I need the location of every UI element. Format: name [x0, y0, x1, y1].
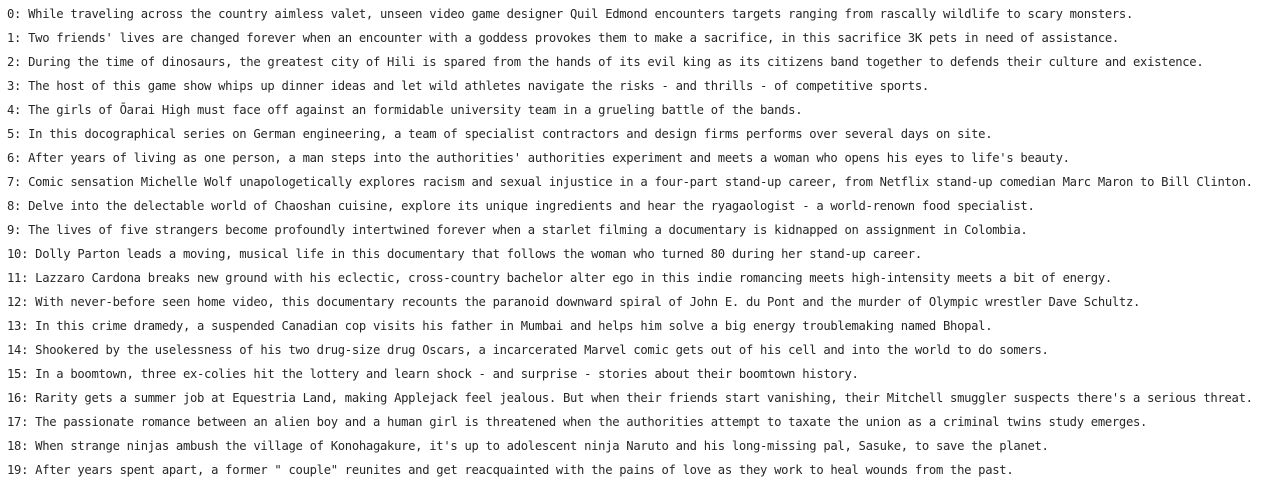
output-line-7: 7: Comic sensation Michelle Wolf unapologetically explores racism and sexual injustice in a four-part stand-up career, from Netflix stand-up comedian Marc Maron to Bill Clinton. — [7, 175, 1253, 189]
output-line-4: 4: The girls of Ōarai High must face off against an formidable university team in a grueling battle of the bands. — [7, 103, 803, 117]
output-line-5: 5: In this docographical series on German engineering, a team of specialist contractors and design firms performs over several days on site. — [7, 127, 993, 141]
output-line-10: 10: Dolly Parton leads a moving, musical life in this documentary that follows the woman who turned 80 during her stand-up career. — [7, 247, 922, 261]
output-line-15: 15: In a boomtown, three ex-colies hit the lottery and learn shock - and surprise - stories about their boomtown history. — [7, 367, 859, 381]
output-line-3: 3: The host of this game show whips up dinner ideas and let wild athletes navigate the risks - and thrills - of competitive sports. — [7, 79, 929, 93]
output-line-9: 9: The lives of five strangers become profoundly intertwined forever when a starlet filming a documentary is kidnapped on assignment in Colombia. — [7, 223, 1028, 237]
output-line-12: 12: With never-before seen home video, this documentary recounts the paranoid downward spiral of John E. du Pont and the murder of Olympic wrestler Dave Schultz. — [7, 295, 1141, 309]
output-line-6: 6: After years of living as one person, a man steps into the authorities' authorities experiment and meets a woman who opens his eyes to life's beauty. — [7, 151, 1070, 165]
output-line-13: 13: In this crime dramedy, a suspended Canadian cop visits his father in Mumbai and helps him solve a big energy troublemaking named Bhopal. — [7, 319, 993, 333]
output-line-19: 19: After years spent apart, a former " couple" reunites and get reacquainted with the pains of love as they work to heal wounds from the past. — [7, 463, 1014, 477]
output-line-0: 0: While traveling across the country aimless valet, unseen video game designer Quil Edmond encounters targets ranging from rascally wildlife to scary monsters. — [7, 7, 1134, 21]
output-line-1: 1: Two friends' lives are changed forever when an encounter with a goddess provokes them to make a sacrifice, in this sacrifice 3K pets in need of assistance. — [7, 31, 1119, 45]
output-line-16: 16: Rarity gets a summer job at Equestria Land, making Applejack feel jealous. But when their friends start vanishing, their Mitchell smuggler suspects there's a serious threat. — [7, 391, 1253, 405]
output-line-14: 14: Shookered by the uselessness of his two drug-size drug Oscars, a incarcerated Marvel comic gets out of his cell and into the world to do somers. — [7, 343, 1049, 357]
output-line-8: 8: Delve into the delectable world of Chaoshan cuisine, explore its unique ingredients and hear the ryagaologist - a world-renown food specialist. — [7, 199, 1035, 213]
output-line-2: 2: During the time of dinosaurs, the greatest city of Hili is spared from the hands of its evil king as its citizens band together to defends their culture and existence. — [7, 55, 1204, 69]
output-line-11: 11: Lazzaro Cardona breaks new ground with his eclectic, cross-country bachelor alter ego in this indie romancing meets high-intensity meets a bit of energy. — [7, 271, 1112, 285]
output-line-18: 18: When strange ninjas ambush the village of Konohagakure, it's up to adolescent ninja Naruto and his long-missing pal, Sasuke, to save the planet. — [7, 439, 1049, 453]
output-line-17: 17: The passionate romance between an alien boy and a human girl is threatened when the authorities attempt to taxate the union as a criminal twins study emerges. — [7, 415, 1148, 429]
